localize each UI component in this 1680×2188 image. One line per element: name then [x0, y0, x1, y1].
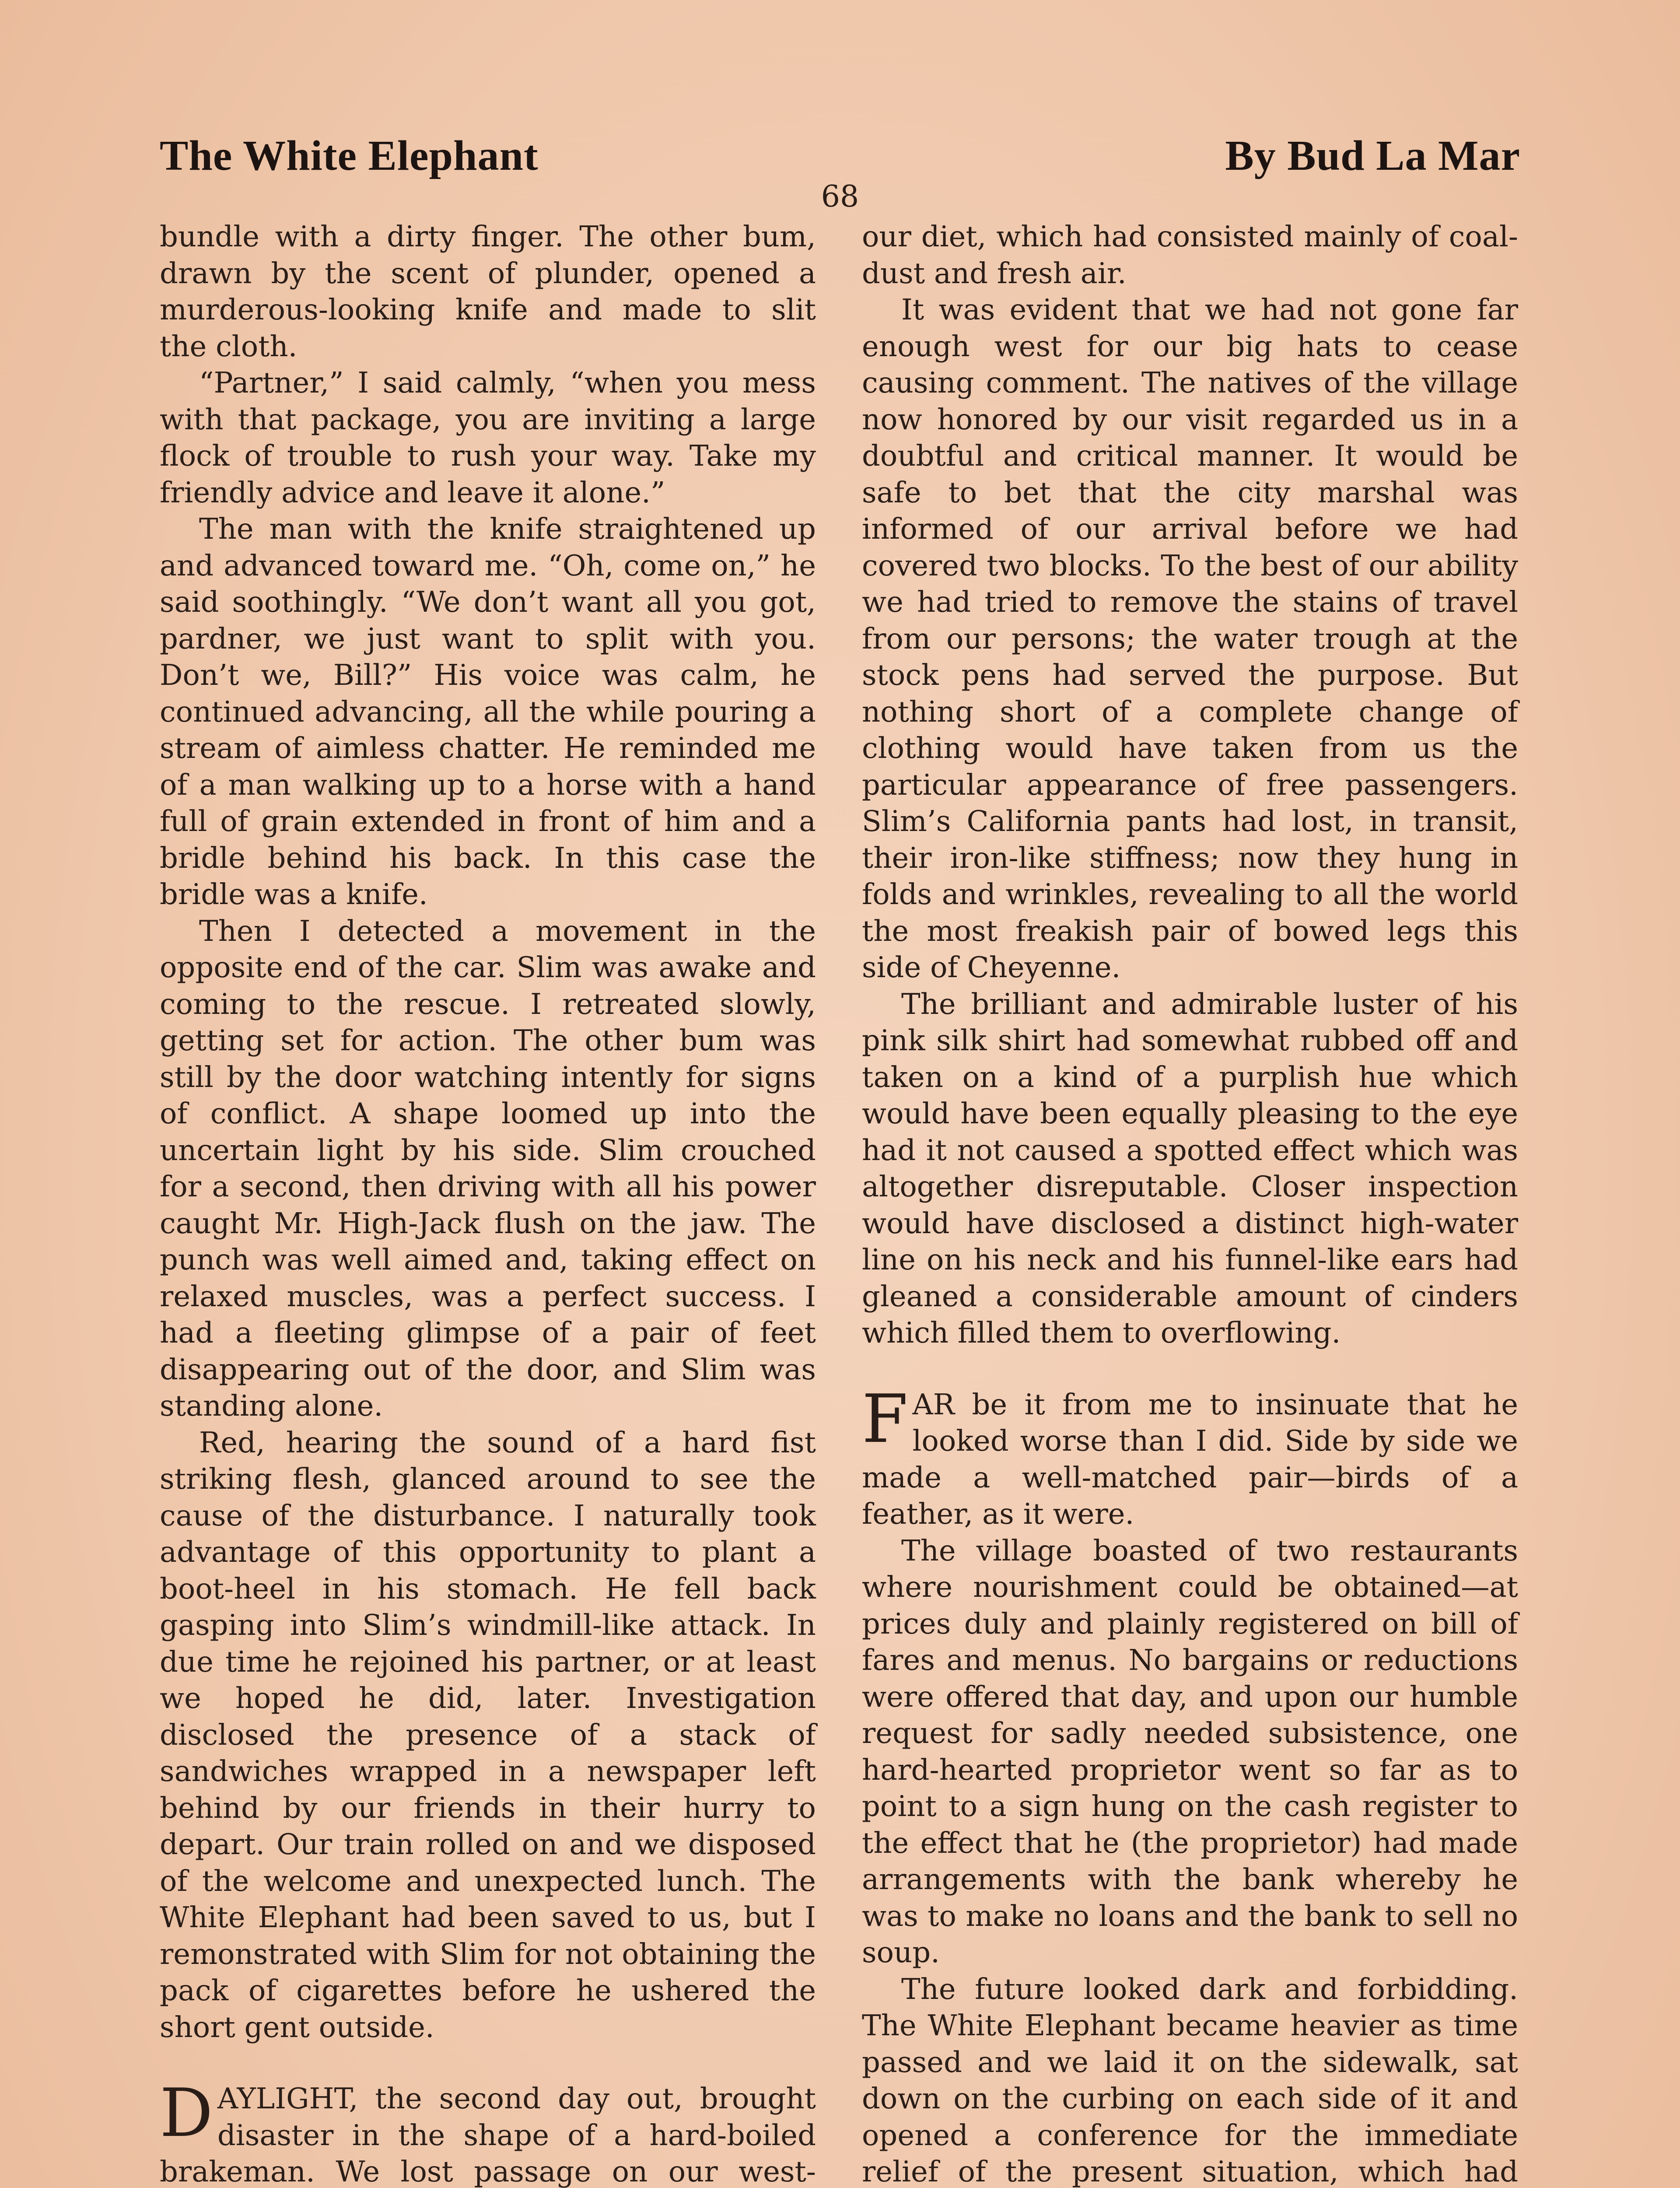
section-paragraph: FAR be it from me to insinuate that he looked worse than I did. Side by side we made a well-matched pair—birds of a feather, as it were. [862, 1380, 1518, 1531]
paragraph: The brilliant and admirable luster of his pink silk shirt had somewhat rubbed off and taken on a kind of a purplish hue which would have been equally pleasing to the eye had it not caused a spotted effect which was altogether disreputable. Closer inspection would have disclosed a distinct high-water line on his neck and his funnel-like ears had gleaned a considerable amount of cinders which filled them to overflowing. [862, 987, 1518, 1350]
story-author: By Bud La Mar [1225, 132, 1520, 179]
paragraph: It was evident that we had not gone far enough west for our big hats to cease causing comment. The natives of the village now honored by our visit regarded us in a doubtful and critical manner. It would be safe to bet that the city marshal was informed of our arrival before we had covered two blocks. To the best of our ability we had tried to remove the stains of travel from our persons; the water trough at the stock pens had served the purpose. But nothing short of a complete change of clothing would have taken from us the particular appearance of free passengers. Slim’s California pants had lost, in transit, their iron-like stiffness; now they hung in folds and wrinkles, revealing to all the world the most freakish pair of bowed legs this side of Cheyenne. [862, 293, 1518, 984]
story-title: The White Elephant [160, 132, 539, 179]
paragraph: “Partner,” I said calmly, “when you mess with that package, you are inviting a large flock of trouble to rush your way. Take my friendly advice and leave it alone.” [160, 366, 816, 509]
paragraph: Then I detected a movement in the opposite end of the car. Slim was awake and coming to the rescue. I retreated slowly, getting set for action. The other bum was still by the door watching intently for signs of conflict. A shape loomed up into the uncertain light by his side. Slim crouched for a second, then driving with all his power caught Mr. High-Jack flush on the jaw. The punch was well aimed and, taking effect on relaxed muscles, was a perfect success. I had a fleeting glimpse of a pair of feet disappearing out of the door, and Slim was standing alone. [160, 914, 816, 1423]
paragraph: bundle with a dirty finger. The other bum, drawn by the scent of plunder, opened a murderous-looking knife and made to slit the cloth. [160, 220, 816, 363]
paragraph: our diet, which had consisted mainly of coal-dust and fresh air. [862, 220, 1518, 290]
paragraph: The village boasted of two restaurants where nourishment could be obtained—at prices duly and plainly registered on bill of fares and menus. No bargains or reductions were offered that day, and upon our humble request for sadly needed subsistence, one hard-hearted proprietor went so far as to point to a sign hung on the cash register to the effect that he (the proprietor) had made arrangements with the bank whereby he was to make no loans and the bank to sell no soup. [862, 1534, 1518, 1969]
left-column [160, 219, 816, 2188]
paragraph: Red, hearing the sound of a hard fist striking flesh, glanced around to see the cause of the disturbance. I naturally took advantage of this opportunity to plant a boot-heel in his stomach. He fell back gasping into Slim’s windmill-like attack. In due time he rejoined his partner, or at least we hoped he did, later. Investigation disclosed the presence of a stack of sandwiches wrapped in a newspaper left behind by our friends in their hurry to depart. Our train rolled on and we disposed of the welcome and unexpected lunch. The White Elephant had been saved to us, but I remonstrated with Slim for not obtaining the pack of cigarettes before he ushered the short gent outside. [160, 1426, 816, 2044]
paragraph: The man with the knife straightened up and advanced toward me. “Oh, come on,” he said soothingly. “We don’t want all you got, pardner, we just want to split with you. Don’t we, Bill?” His voice was calm, he continued advancing, all the while pouring a stream of aimless chatter. He reminded me of a man walking up to a horse with a hand full of grain extended in front of him and a bridle behind his back. In this case the bridle was a knife. [160, 512, 816, 911]
section-paragraph: DAYLIGHT, the second day out, brought disaster in the shape of a hard-boiled brakeman. We lost passage on our west- [160, 2074, 816, 2188]
page-number: 68 [821, 179, 859, 214]
paragraph: The future looked dark and forbidding. The White Elephant became heavier as time passed and we laid it on the sidewalk, sat down on the curbing on each side of it and opened a conference for the immediate relief of the present situation, which had [862, 1972, 1518, 2188]
right-column [862, 219, 1518, 2188]
